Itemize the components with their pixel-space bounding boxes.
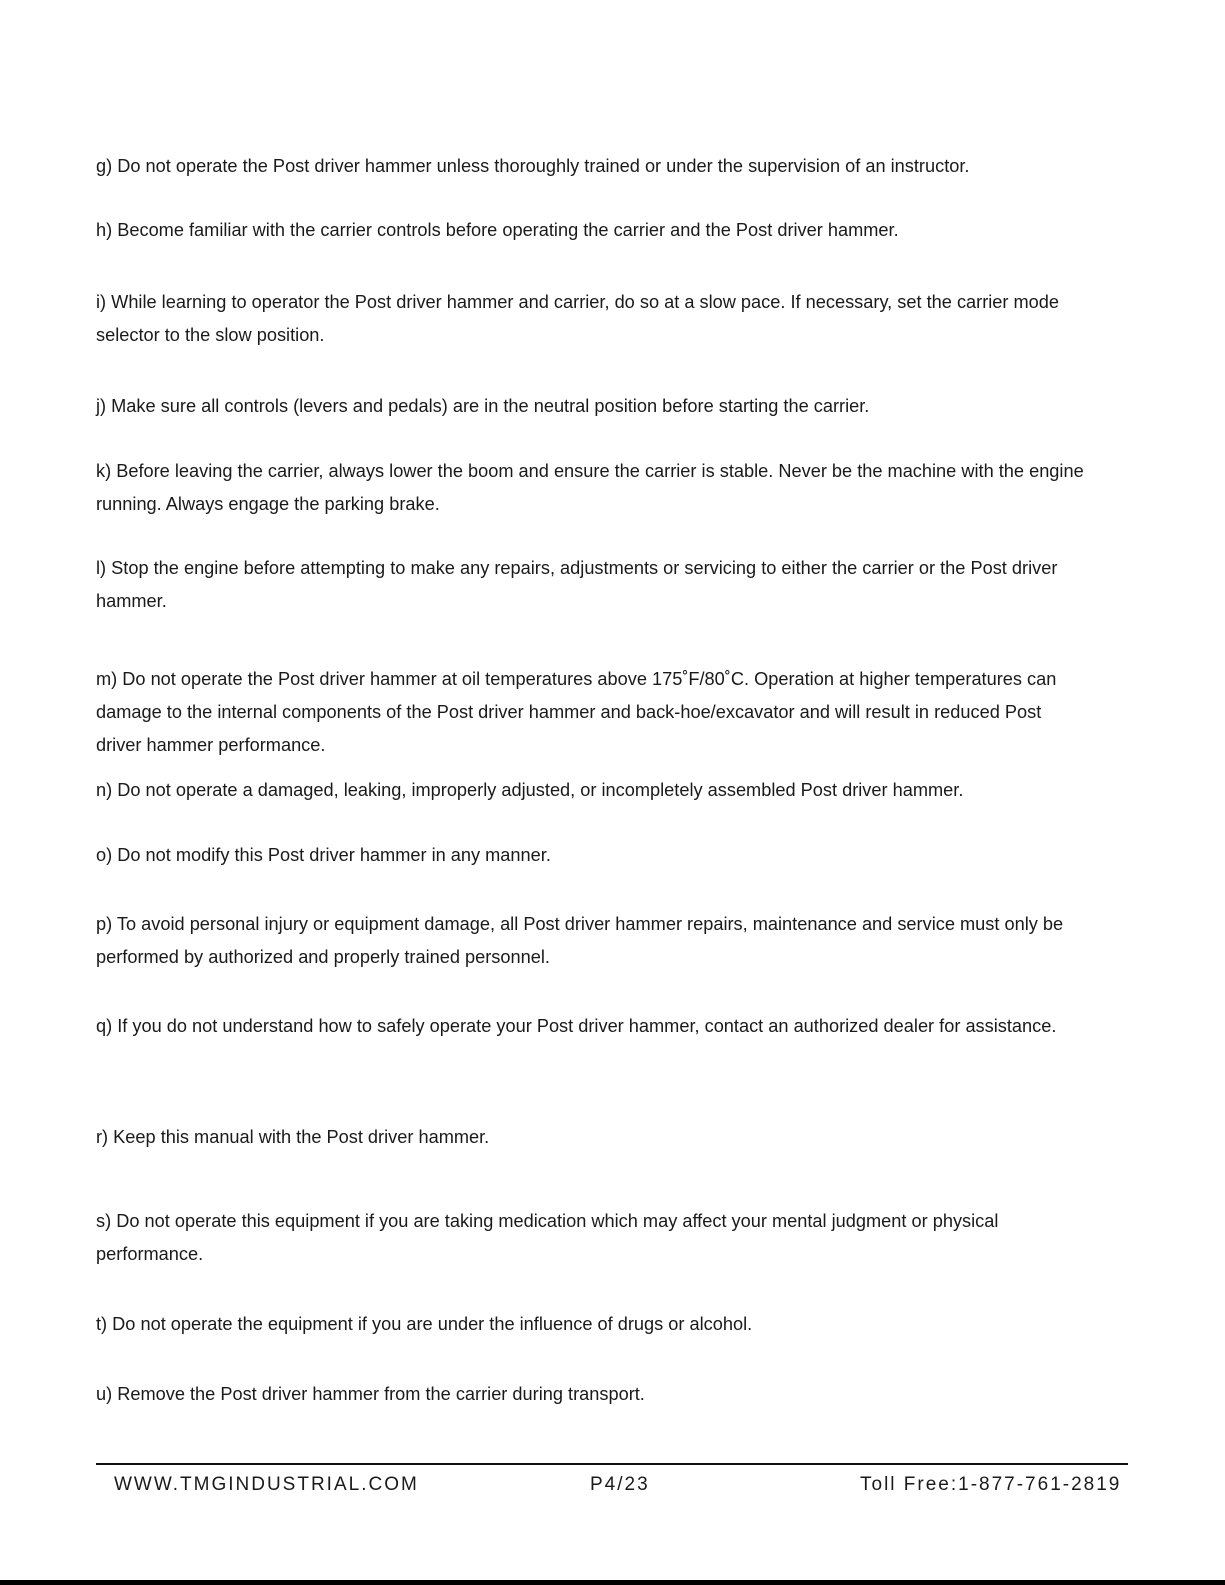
safety-item-k: k) Before leaving the carrier, always lower the boom and ensure the carrier is stable. Never be the machine with the engine running. Always engage the parking brake. <box>96 461 1084 514</box>
footer-phone: Toll Free:1-877-761-2819 <box>860 1474 1122 1495</box>
safety-item-u: u) Remove the Post driver hammer from the carrier during transport. <box>96 1384 645 1404</box>
safety-item-l: l) Stop the engine before attempting to make any repairs, adjustments or servicing to either the carrier or the Post driver hammer. <box>96 558 1058 611</box>
footer-divider <box>96 1463 1128 1465</box>
safety-item-m: m) Do not operate the Post driver hammer at oil temperatures above 175˚F/80˚C. Operation at higher temperatures can damage to the internal components of the Post driver hammer and back-hoe/excavator and will result in reduced Post driver hammer performance. <box>96 669 1057 755</box>
safety-item-p: p) To avoid personal injury or equipment damage, all Post driver hammer repairs, maintenance and service must only be performed by authorized and properly trained personnel. <box>96 914 1064 967</box>
footer-website: WWW.TMGINDUSTRIAL.COM <box>114 1474 419 1495</box>
safety-item-o: o) Do not modify this Post driver hammer in any manner. <box>96 845 551 865</box>
page-bottom-edge <box>0 1580 1225 1585</box>
safety-item-j: j) Make sure all controls (levers and pedals) are in the neutral position before starting the carrier. <box>96 396 870 416</box>
safety-item-n: n) Do not operate a damaged, leaking, improperly adjusted, or incompletely assembled Post driver hammer. <box>96 780 964 800</box>
safety-item-h: h) Become familiar with the carrier controls before operating the carrier and the Post driver hammer. <box>96 220 899 240</box>
safety-item-s: s) Do not operate this equipment if you are taking medication which may affect your mental judgment or physical performance. <box>96 1211 999 1264</box>
safety-item-g: g) Do not operate the Post driver hammer unless thoroughly trained or under the supervision of an instructor. <box>96 156 970 176</box>
safety-item-t: t) Do not operate the equipment if you are under the influence of drugs or alcohol. <box>96 1314 753 1334</box>
safety-item-q: q) If you do not understand how to safely operate your Post driver hammer, contact an authorized dealer for assistance. <box>96 1016 1057 1036</box>
safety-item-i: i) While learning to operator the Post driver hammer and carrier, do so at a slow pace. If necessary, set the carrier mode selector to the slow position. <box>96 292 1060 345</box>
footer-page-number: P4/23 <box>590 1474 650 1495</box>
safety-item-r: r) Keep this manual with the Post driver hammer. <box>96 1127 490 1147</box>
